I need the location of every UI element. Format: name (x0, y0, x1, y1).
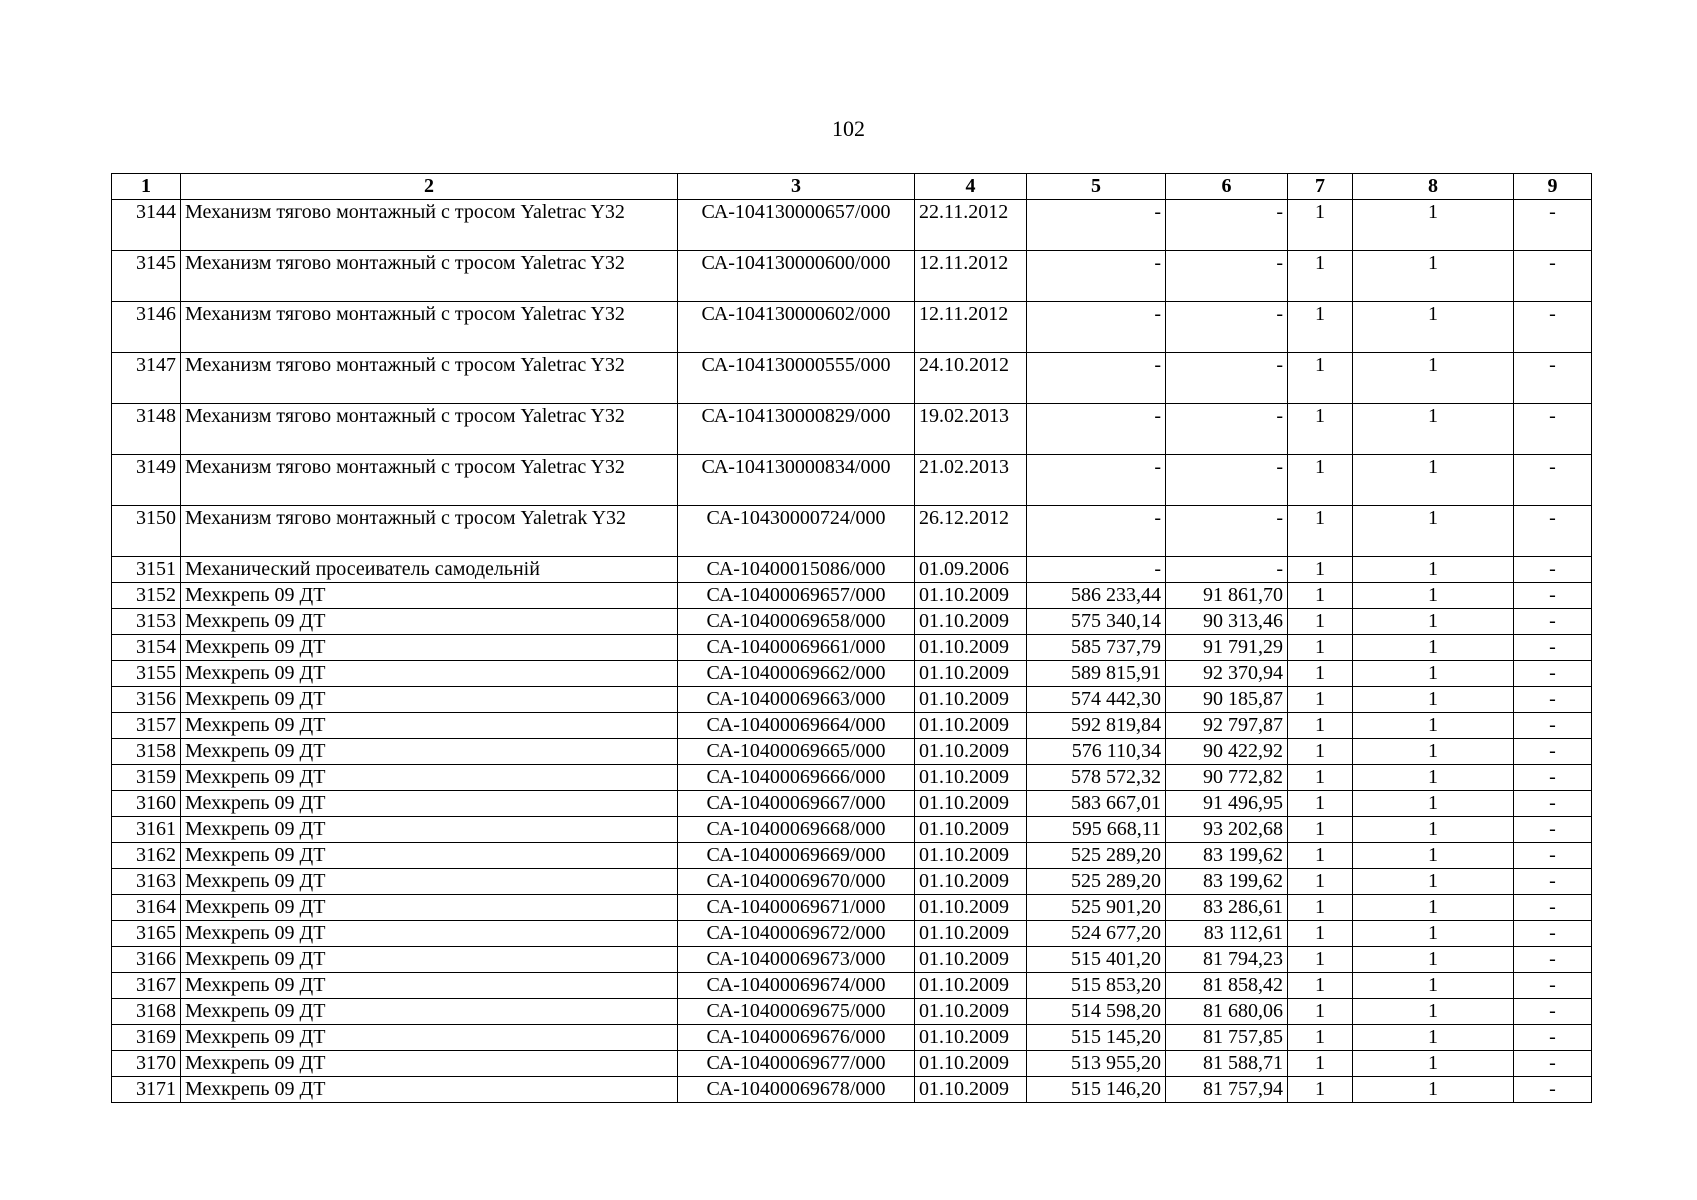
value-col-9: - (1514, 661, 1592, 687)
row-number: 3163 (112, 869, 181, 895)
inventory-code: СА-10400069666/000 (678, 765, 915, 791)
acquisition-date: 12.11.2012 (915, 251, 1027, 302)
item-name: Мехкрепь 09 ДТ (181, 947, 678, 973)
value-col-7: 1 (1288, 404, 1353, 455)
column-header-4: 4 (915, 174, 1027, 200)
table-row (112, 869, 1592, 895)
value-col-7: 1 (1288, 1025, 1353, 1051)
item-name: Мехкрепь 09 ДТ (181, 765, 678, 791)
inventory-code: СА-104130000600/000 (678, 251, 915, 302)
row-number: 3165 (112, 921, 181, 947)
value-col-7: 1 (1288, 921, 1353, 947)
value-col-7: 1 (1288, 557, 1353, 583)
value-col-8: 1 (1353, 404, 1514, 455)
value-col-7: 1 (1288, 609, 1353, 635)
value-col-9: - (1514, 251, 1592, 302)
value-col-5: 525 901,20 (1027, 895, 1166, 921)
acquisition-date: 01.10.2009 (915, 869, 1027, 895)
value-col-7: 1 (1288, 869, 1353, 895)
acquisition-date: 01.10.2009 (915, 921, 1027, 947)
inventory-code: СА-10400069663/000 (678, 687, 915, 713)
row-number: 3156 (112, 687, 181, 713)
row-number: 3153 (112, 609, 181, 635)
value-col-6: - (1166, 353, 1288, 404)
table-row (112, 404, 1592, 455)
inventory-code: СА-10400069657/000 (678, 583, 915, 609)
table-row (112, 557, 1592, 583)
value-col-6: 93 202,68 (1166, 817, 1288, 843)
value-col-8: 1 (1353, 506, 1514, 557)
acquisition-date: 01.10.2009 (915, 1051, 1027, 1077)
item-name: Мехкрепь 09 ДТ (181, 999, 678, 1025)
value-col-5: - (1027, 353, 1166, 404)
row-number: 3159 (112, 765, 181, 791)
value-col-9: - (1514, 635, 1592, 661)
value-col-5: - (1027, 455, 1166, 506)
table-row (112, 765, 1592, 791)
row-number: 3146 (112, 302, 181, 353)
inventory-code: СА-10400069667/000 (678, 791, 915, 817)
value-col-8: 1 (1353, 302, 1514, 353)
value-col-6: - (1166, 455, 1288, 506)
value-col-8: 1 (1353, 557, 1514, 583)
acquisition-date: 01.10.2009 (915, 791, 1027, 817)
item-name: Механизм тягово монтажный с тросом Yaletrac Y32 (181, 302, 678, 353)
value-col-8: 1 (1353, 765, 1514, 791)
item-name: Мехкрепь 09 ДТ (181, 609, 678, 635)
value-col-8: 1 (1353, 635, 1514, 661)
row-number: 3167 (112, 973, 181, 999)
table-row (112, 713, 1592, 739)
acquisition-date: 01.09.2006 (915, 557, 1027, 583)
column-header-9: 9 (1514, 174, 1592, 200)
table-row (112, 661, 1592, 687)
value-col-5: 592 819,84 (1027, 713, 1166, 739)
table-row (112, 1025, 1592, 1051)
value-col-8: 1 (1353, 817, 1514, 843)
value-col-7: 1 (1288, 661, 1353, 687)
table-row (112, 791, 1592, 817)
acquisition-date: 01.10.2009 (915, 1077, 1027, 1103)
item-name: Мехкрепь 09 ДТ (181, 817, 678, 843)
item-name: Мехкрепь 09 ДТ (181, 1025, 678, 1051)
table-row (112, 895, 1592, 921)
row-number: 3162 (112, 843, 181, 869)
inventory-code: СА-10400069671/000 (678, 895, 915, 921)
inventory-code: СА-10400069678/000 (678, 1077, 915, 1103)
value-col-9: - (1514, 843, 1592, 869)
value-col-5: 525 289,20 (1027, 843, 1166, 869)
row-number: 3155 (112, 661, 181, 687)
inventory-code: СА-10400069670/000 (678, 869, 915, 895)
value-col-8: 1 (1353, 921, 1514, 947)
value-col-6: 91 496,95 (1166, 791, 1288, 817)
value-col-5: 576 110,34 (1027, 739, 1166, 765)
row-number: 3147 (112, 353, 181, 404)
value-col-5: 586 233,44 (1027, 583, 1166, 609)
item-name: Мехкрепь 09 ДТ (181, 791, 678, 817)
value-col-8: 1 (1353, 947, 1514, 973)
column-header-5: 5 (1027, 174, 1166, 200)
value-col-7: 1 (1288, 791, 1353, 817)
value-col-6: 92 370,94 (1166, 661, 1288, 687)
column-header-3: 3 (678, 174, 915, 200)
acquisition-date: 24.10.2012 (915, 353, 1027, 404)
acquisition-date: 01.10.2009 (915, 739, 1027, 765)
item-name: Мехкрепь 09 ДТ (181, 739, 678, 765)
item-name: Механизм тягово монтажный с тросом Yaletrac Y32 (181, 455, 678, 506)
table-row (112, 947, 1592, 973)
column-header-1: 1 (112, 174, 181, 200)
acquisition-date: 26.12.2012 (915, 506, 1027, 557)
value-col-8: 1 (1353, 869, 1514, 895)
column-header-6: 6 (1166, 174, 1288, 200)
inventory-code: СА-10430000724/000 (678, 506, 915, 557)
value-col-9: - (1514, 947, 1592, 973)
value-col-6: 90 772,82 (1166, 765, 1288, 791)
value-col-7: 1 (1288, 947, 1353, 973)
inventory-code: СА-10400069672/000 (678, 921, 915, 947)
item-name: Механизм тягово монтажный с тросом Yaletrac Y32 (181, 404, 678, 455)
row-number: 3166 (112, 947, 181, 973)
value-col-7: 1 (1288, 302, 1353, 353)
table-row (112, 506, 1592, 557)
table-row (112, 455, 1592, 506)
value-col-5: 574 442,30 (1027, 687, 1166, 713)
inventory-code: СА-10400015086/000 (678, 557, 915, 583)
value-col-9: - (1514, 921, 1592, 947)
acquisition-date: 01.10.2009 (915, 999, 1027, 1025)
value-col-6: 81 858,42 (1166, 973, 1288, 999)
value-col-5: 525 289,20 (1027, 869, 1166, 895)
value-col-5: 583 667,01 (1027, 791, 1166, 817)
value-col-8: 1 (1353, 583, 1514, 609)
value-col-6: 91 861,70 (1166, 583, 1288, 609)
inventory-code: СА-104130000657/000 (678, 200, 915, 251)
value-col-6: 83 199,62 (1166, 843, 1288, 869)
value-col-6: - (1166, 302, 1288, 353)
acquisition-date: 01.10.2009 (915, 1025, 1027, 1051)
column-header-7: 7 (1288, 174, 1353, 200)
value-col-9: - (1514, 302, 1592, 353)
value-col-8: 1 (1353, 609, 1514, 635)
acquisition-date: 01.10.2009 (915, 817, 1027, 843)
acquisition-date: 01.10.2009 (915, 661, 1027, 687)
row-number: 3169 (112, 1025, 181, 1051)
value-col-6: - (1166, 404, 1288, 455)
value-col-6: 92 797,87 (1166, 713, 1288, 739)
page-number: 102 (832, 116, 865, 141)
table-row (112, 739, 1592, 765)
inventory-code: СА-10400069677/000 (678, 1051, 915, 1077)
value-col-7: 1 (1288, 583, 1353, 609)
value-col-7: 1 (1288, 1051, 1353, 1077)
value-col-9: - (1514, 895, 1592, 921)
acquisition-date: 01.10.2009 (915, 713, 1027, 739)
value-col-6: 83 199,62 (1166, 869, 1288, 895)
value-col-6: 83 286,61 (1166, 895, 1288, 921)
acquisition-date: 01.10.2009 (915, 687, 1027, 713)
value-col-6: - (1166, 200, 1288, 251)
value-col-6: 81 680,06 (1166, 999, 1288, 1025)
value-col-9: - (1514, 557, 1592, 583)
inventory-code: СА-10400069662/000 (678, 661, 915, 687)
value-col-9: - (1514, 609, 1592, 635)
row-number: 3144 (112, 200, 181, 251)
value-col-6: - (1166, 251, 1288, 302)
row-number: 3161 (112, 817, 181, 843)
row-number: 3152 (112, 583, 181, 609)
value-col-5: 585 737,79 (1027, 635, 1166, 661)
table-body (112, 200, 1592, 1103)
value-col-8: 1 (1353, 455, 1514, 506)
acquisition-date: 01.10.2009 (915, 635, 1027, 661)
value-col-6: 81 757,85 (1166, 1025, 1288, 1051)
table-row (112, 583, 1592, 609)
header-row (112, 174, 1592, 200)
value-col-5: 513 955,20 (1027, 1051, 1166, 1077)
value-col-6: 90 185,87 (1166, 687, 1288, 713)
value-col-5: 514 598,20 (1027, 999, 1166, 1025)
value-col-9: - (1514, 739, 1592, 765)
row-number: 3157 (112, 713, 181, 739)
table-row (112, 687, 1592, 713)
value-col-7: 1 (1288, 455, 1353, 506)
value-col-5: - (1027, 302, 1166, 353)
value-col-7: 1 (1288, 353, 1353, 404)
table-row (112, 973, 1592, 999)
table-row (112, 817, 1592, 843)
value-col-7: 1 (1288, 999, 1353, 1025)
value-col-5: 515 145,20 (1027, 1025, 1166, 1051)
item-name: Механизм тягово монтажный с тросом Yaletrak Y32 (181, 506, 678, 557)
value-col-6: - (1166, 506, 1288, 557)
value-col-8: 1 (1353, 843, 1514, 869)
acquisition-date: 22.11.2012 (915, 200, 1027, 251)
item-name: Механизм тягово монтажный с тросом Yaletrac Y32 (181, 353, 678, 404)
item-name: Мехкрепь 09 ДТ (181, 687, 678, 713)
item-name: Мехкрепь 09 ДТ (181, 895, 678, 921)
row-number: 3148 (112, 404, 181, 455)
item-name: Мехкрепь 09 ДТ (181, 843, 678, 869)
acquisition-date: 01.10.2009 (915, 843, 1027, 869)
value-col-8: 1 (1353, 687, 1514, 713)
row-number: 3151 (112, 557, 181, 583)
value-col-7: 1 (1288, 973, 1353, 999)
inventory-code: СА-10400069675/000 (678, 999, 915, 1025)
value-col-9: - (1514, 713, 1592, 739)
value-col-5: 589 815,91 (1027, 661, 1166, 687)
item-name: Механизм тягово монтажный с тросом Yaletrac Y32 (181, 200, 678, 251)
item-name: Мехкрепь 09 ДТ (181, 921, 678, 947)
acquisition-date: 01.10.2009 (915, 583, 1027, 609)
value-col-5: 595 668,11 (1027, 817, 1166, 843)
value-col-6: - (1166, 557, 1288, 583)
value-col-5: - (1027, 506, 1166, 557)
table-row (112, 200, 1592, 251)
value-col-7: 1 (1288, 251, 1353, 302)
value-col-8: 1 (1353, 251, 1514, 302)
value-col-7: 1 (1288, 817, 1353, 843)
value-col-8: 1 (1353, 713, 1514, 739)
value-col-9: - (1514, 1025, 1592, 1051)
value-col-9: - (1514, 1077, 1592, 1103)
inventory-code: СА-10400069668/000 (678, 817, 915, 843)
row-number: 3158 (112, 739, 181, 765)
item-name: Мехкрепь 09 ДТ (181, 635, 678, 661)
value-col-7: 1 (1288, 635, 1353, 661)
value-col-5: 515 146,20 (1027, 1077, 1166, 1103)
table-row (112, 843, 1592, 869)
item-name: Мехкрепь 09 ДТ (181, 661, 678, 687)
value-col-7: 1 (1288, 713, 1353, 739)
column-header-2: 2 (181, 174, 678, 200)
value-col-9: - (1514, 1051, 1592, 1077)
table-row (112, 302, 1592, 353)
value-col-9: - (1514, 353, 1592, 404)
acquisition-date: 01.10.2009 (915, 765, 1027, 791)
acquisition-date: 21.02.2013 (915, 455, 1027, 506)
value-col-5: 515 401,20 (1027, 947, 1166, 973)
acquisition-date: 01.10.2009 (915, 973, 1027, 999)
table-row (112, 635, 1592, 661)
value-col-7: 1 (1288, 895, 1353, 921)
item-name: Мехкрепь 09 ДТ (181, 869, 678, 895)
value-col-8: 1 (1353, 739, 1514, 765)
column-header-8: 8 (1353, 174, 1514, 200)
row-number: 3145 (112, 251, 181, 302)
inventory-code: СА-104130000829/000 (678, 404, 915, 455)
value-col-5: - (1027, 557, 1166, 583)
table-row (112, 353, 1592, 404)
value-col-7: 1 (1288, 739, 1353, 765)
table-row (112, 251, 1592, 302)
value-col-9: - (1514, 687, 1592, 713)
item-name: Мехкрепь 09 ДТ (181, 583, 678, 609)
value-col-5: 575 340,14 (1027, 609, 1166, 635)
value-col-7: 1 (1288, 765, 1353, 791)
inventory-code: СА-104130000555/000 (678, 353, 915, 404)
row-number: 3171 (112, 1077, 181, 1103)
row-number: 3164 (112, 895, 181, 921)
value-col-6: 81 794,23 (1166, 947, 1288, 973)
value-col-8: 1 (1353, 973, 1514, 999)
value-col-5: 524 677,20 (1027, 921, 1166, 947)
value-col-6: 90 422,92 (1166, 739, 1288, 765)
table-row (112, 1051, 1592, 1077)
inventory-code: СА-10400069674/000 (678, 973, 915, 999)
value-col-8: 1 (1353, 1025, 1514, 1051)
item-name: Механизм тягово монтажный с тросом Yaletrac Y32 (181, 251, 678, 302)
value-col-5: 578 572,32 (1027, 765, 1166, 791)
value-col-5: - (1027, 200, 1166, 251)
inventory-code: СА-10400069661/000 (678, 635, 915, 661)
row-number: 3154 (112, 635, 181, 661)
value-col-7: 1 (1288, 843, 1353, 869)
value-col-9: - (1514, 973, 1592, 999)
table-row (112, 921, 1592, 947)
row-number: 3170 (112, 1051, 181, 1077)
inventory-code: СА-104130000834/000 (678, 455, 915, 506)
item-name: Мехкрепь 09 ДТ (181, 1077, 678, 1103)
value-col-6: 91 791,29 (1166, 635, 1288, 661)
asset-registry-table (111, 173, 1592, 1103)
value-col-6: 81 588,71 (1166, 1051, 1288, 1077)
value-col-8: 1 (1353, 1051, 1514, 1077)
value-col-7: 1 (1288, 200, 1353, 251)
value-col-9: - (1514, 869, 1592, 895)
value-col-9: - (1514, 200, 1592, 251)
value-col-8: 1 (1353, 999, 1514, 1025)
value-col-5: 515 853,20 (1027, 973, 1166, 999)
value-col-9: - (1514, 999, 1592, 1025)
value-col-8: 1 (1353, 791, 1514, 817)
value-col-9: - (1514, 506, 1592, 557)
inventory-code: СА-10400069669/000 (678, 843, 915, 869)
value-col-7: 1 (1288, 1077, 1353, 1103)
value-col-5: - (1027, 404, 1166, 455)
acquisition-date: 01.10.2009 (915, 895, 1027, 921)
value-col-9: - (1514, 817, 1592, 843)
acquisition-date: 19.02.2013 (915, 404, 1027, 455)
value-col-5: - (1027, 251, 1166, 302)
value-col-8: 1 (1353, 353, 1514, 404)
item-name: Механический просеиватель самодельнiй (181, 557, 678, 583)
table-row (112, 1077, 1592, 1103)
value-col-9: - (1514, 583, 1592, 609)
value-col-8: 1 (1353, 895, 1514, 921)
acquisition-date: 01.10.2009 (915, 947, 1027, 973)
value-col-9: - (1514, 455, 1592, 506)
value-col-8: 1 (1353, 661, 1514, 687)
acquisition-date: 12.11.2012 (915, 302, 1027, 353)
item-name: Мехкрепь 09 ДТ (181, 973, 678, 999)
inventory-code: СА-10400069665/000 (678, 739, 915, 765)
value-col-6: 90 313,46 (1166, 609, 1288, 635)
table-row (112, 999, 1592, 1025)
acquisition-date: 01.10.2009 (915, 609, 1027, 635)
value-col-8: 1 (1353, 1077, 1514, 1103)
value-col-7: 1 (1288, 506, 1353, 557)
value-col-8: 1 (1353, 200, 1514, 251)
item-name: Мехкрепь 09 ДТ (181, 713, 678, 739)
value-col-9: - (1514, 404, 1592, 455)
value-col-9: - (1514, 791, 1592, 817)
inventory-code: СА-10400069658/000 (678, 609, 915, 635)
table-row (112, 609, 1592, 635)
inventory-code: СА-10400069673/000 (678, 947, 915, 973)
item-name: Мехкрепь 09 ДТ (181, 1051, 678, 1077)
value-col-6: 83 112,61 (1166, 921, 1288, 947)
row-number: 3168 (112, 999, 181, 1025)
inventory-code: СА-104130000602/000 (678, 302, 915, 353)
row-number: 3149 (112, 455, 181, 506)
row-number: 3160 (112, 791, 181, 817)
value-col-7: 1 (1288, 687, 1353, 713)
value-col-6: 81 757,94 (1166, 1077, 1288, 1103)
value-col-9: - (1514, 765, 1592, 791)
inventory-code: СА-10400069676/000 (678, 1025, 915, 1051)
row-number: 3150 (112, 506, 181, 557)
inventory-code: СА-10400069664/000 (678, 713, 915, 739)
